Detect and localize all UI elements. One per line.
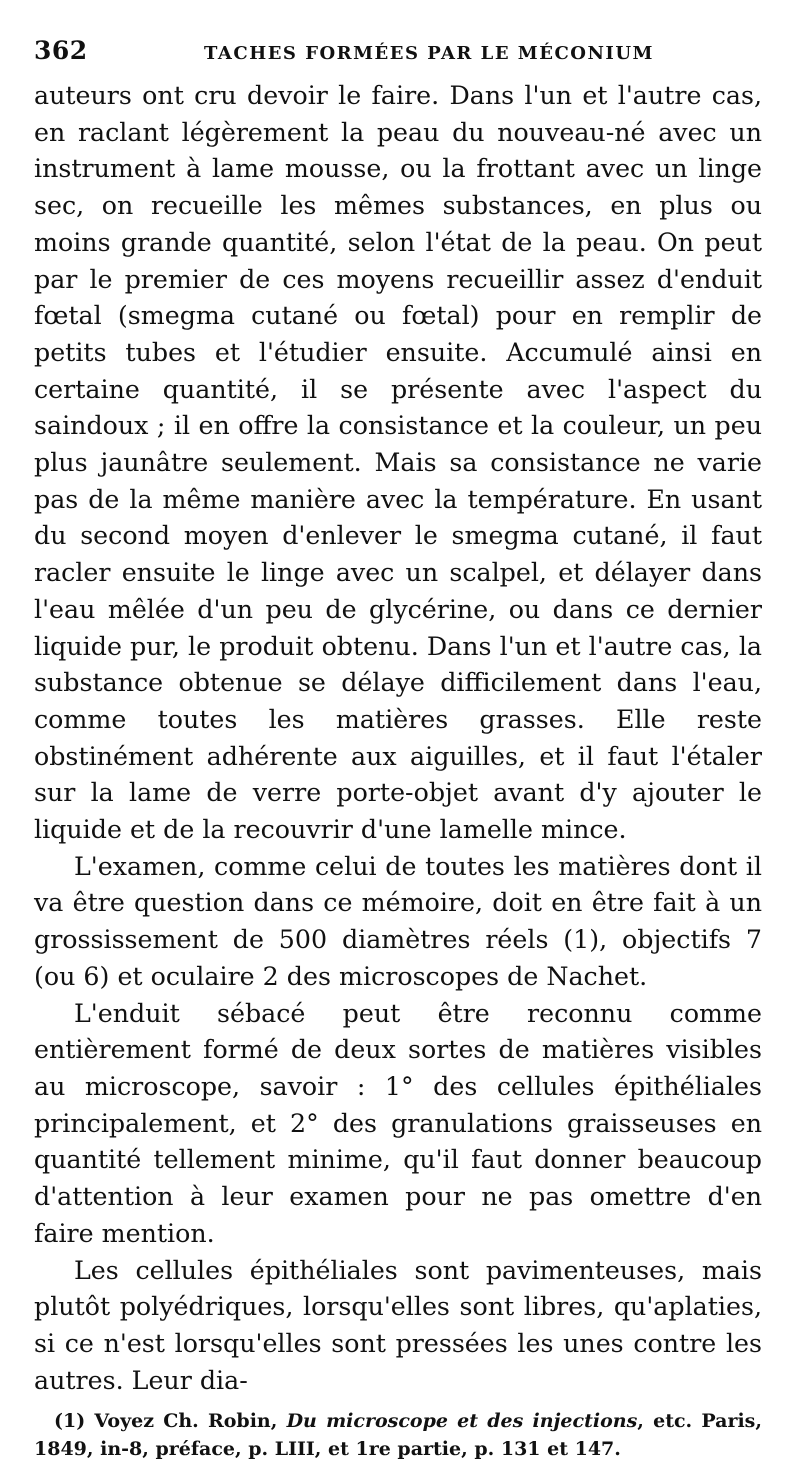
footnote (34, 1407, 762, 1463)
footnote-text-after: , etc. Paris, 1849, in-8, préface, p. LIII, et 1re partie, p. 131 et 147. (34, 1410, 762, 1461)
body-text (34, 78, 762, 1399)
footnote-text-before: (1) Voyez Ch. Robin, (54, 1410, 287, 1433)
paragraph-enduit: L'enduit sébacé peut être reconnu comme entièrement formé de deux sortes de matières visibles au microscope, savoir : 1° des cellules épithéliales principalement, et 2° des granulations graisseuses en quantité tellement minime, qu'il faut donner beaucoup d'attention à leur examen pour ne pas omettre d'en faire mention. (34, 998, 762, 1248)
page-header (34, 36, 762, 76)
paragraph-cellules: Les cellules épithéliales sont pavimenteuses, mais plutôt polyédriques, lorsqu'elles sont libres, qu'aplaties, si ce n'est lorsqu'elles sont pressées les unes contre les autres. Leur dia- (34, 1255, 762, 1395)
paragraph-continued: auteurs ont cru devoir le faire. Dans l'un et l'autre cas, en raclant légèrement la peau du nouveau-né avec un instrument à lame mousse, ou la frottant avec un linge sec, on recueille les mêmes substances, en plus ou moins grande quantité, selon l'état de la peau. On peut par le premier de ces moyens recueillir assez d'enduit fœtal (smegma cutané ou fœtal) pour en remplir de petits tubes et l'étudier ensuite. Accumulé ainsi en certaine quantité, il se présente avec l'aspect du saindoux ; il en offre la consistance et la couleur, un peu plus jaunâtre seulement. Mais sa consistance ne varie pas de la même manière avec la température. En usant du second moyen d'enlever le smegma cutané, il faut racler ensuite le linge avec un scalpel, et délayer dans l'eau mêlée d'un peu de glycérine, ou dans ce dernier liquide pur, le produit obtenu. Dans l'un et l'autre cas, la substance obtenue se délaye difficilement dans l'eau, comme toutes les matières grasses. Elle reste obstinément adhérente aux aiguilles, et il faut l'étaler sur la lame de verre porte-objet avant d'y ajouter le liquide et de la recouvrir d'une lamelle mince. (34, 81, 762, 845)
running-title: TACHES FORMÉES PAR LE MÉCONIUM (204, 43, 654, 64)
paragraph-examen: L'examen, comme celui de toutes les matières dont il va être question dans ce mémoire, doit en être fait à un grossissement de 500 diamètres réels (1), objectifs 7 (ou 6) et oculaire 2 des microscopes de Nachet. (34, 851, 762, 991)
page-number: 362 (34, 36, 88, 65)
footnote-book-title: Du microscope et des injections (286, 1410, 638, 1433)
